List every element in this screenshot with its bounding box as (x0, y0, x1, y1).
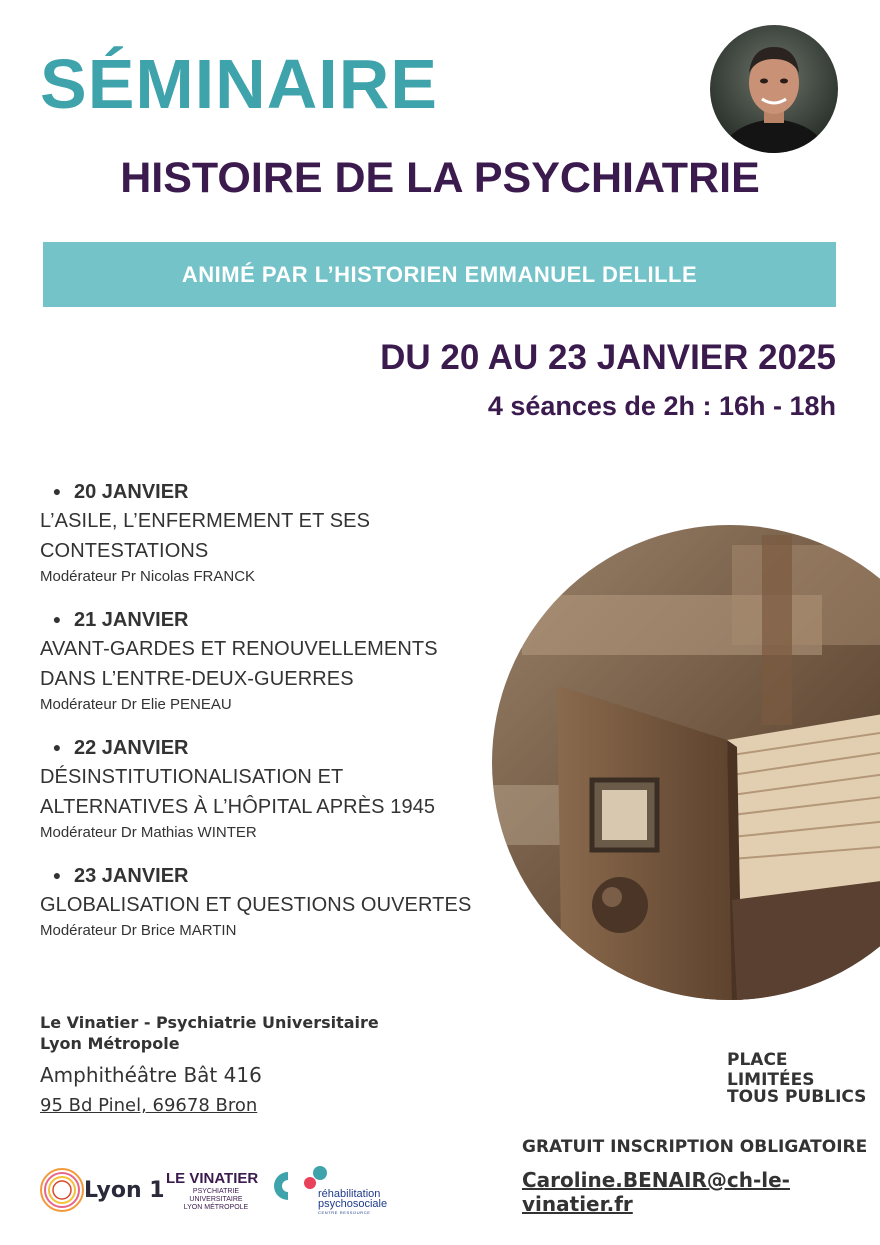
archive-drawer-photo (492, 525, 880, 1000)
seminar-dates: DU 20 AU 23 JANVIER 2025 (380, 338, 836, 377)
bullet-icon: ● (52, 483, 62, 499)
sessions-info: 4 séances de 2h : 16h - 18h (487, 391, 836, 421)
session-title: AVANT-GARDES ET RENOUVELLEMENTS (40, 638, 438, 660)
bullet-icon: ● (52, 739, 62, 755)
bullet-icon: ● (52, 611, 62, 627)
vinatier-mark-icon (268, 1170, 290, 1202)
session-title: GLOBALISATION ET QUESTIONS OUVERTES (40, 894, 472, 916)
vinatier-logo-sub2: LYON MÉTROPOLE (183, 1204, 249, 1211)
vinatier-logo-name: LE VINATIER (166, 1170, 259, 1187)
session-item (40, 734, 540, 844)
bullet-icon: ● (52, 867, 62, 883)
session-moderator: Modérateur Pr Nicolas FRANCK (40, 568, 256, 585)
program-list (40, 478, 540, 960)
venue-room: Amphithéâtre Bât 416 (40, 1063, 262, 1087)
session-item (40, 862, 540, 942)
speaker-banner-text: ANIMÉ PAR L’HISTORIEN EMMANUEL DELILLE (181, 262, 698, 287)
session-date: ● 21 JANVIER (40, 606, 540, 634)
session-title-line2: DANS L’ENTRE-DEUX-GUERRES (40, 668, 354, 690)
session-item (40, 478, 540, 588)
seminar-subtitle: HISTOIRE DE LA PSYCHIATRIE (120, 154, 760, 202)
lyon1-logo-text: Lyon 1 (84, 1178, 165, 1203)
limited-places-label: PLACE LIMITÉES (727, 1050, 815, 1090)
vinatier-logo-sub1: PSYCHIATRIE UNIVERSITAIRE (189, 1188, 243, 1203)
session-moderator: Modérateur Dr Brice MARTIN (40, 922, 237, 939)
session-date: ● 23 JANVIER (40, 862, 540, 890)
session-moderator: Modérateur Dr Mathias WINTER (40, 824, 257, 841)
venue-name: Le Vinatier - Psychiatrie Universitaire Lyon Métropole (40, 1013, 379, 1053)
venue-address-link[interactable]: 95 Bd Pinel, 69678 Bron (40, 1095, 258, 1116)
session-moderator: Modérateur Dr Elie PENEAU (40, 696, 232, 713)
registration-label: GRATUIT INSCRIPTION OBLIGATOIRE (522, 1137, 868, 1157)
rehabilitation-logo-sub: CENTRE RESSOURCE (318, 1210, 371, 1215)
session-date: ● 20 JANVIER (40, 478, 540, 506)
session-title: DÉSINSTITUTIONALISATION ET (40, 766, 344, 788)
audience-label: TOUS PUBLICS (727, 1087, 867, 1107)
contact-email-link[interactable]: Caroline.BENAIR@ch-le-vinatier.fr (522, 1168, 790, 1216)
session-date: ● 22 JANVIER (40, 734, 540, 762)
vinatier-logo (166, 1170, 266, 1212)
session-title: L’ASILE, L’ENFERMEMENT ET SES CONTESTATIONS (40, 510, 371, 562)
session-title-line2: ALTERNATIVES À L’HÔPITAL APRÈS 1945 (40, 796, 436, 818)
speaker-banner (43, 242, 836, 307)
rehabilitation-logo-text: réhabilitation psychosociale (318, 1188, 388, 1210)
speaker-portrait (710, 25, 838, 153)
seminar-title: SÉMINAIRE (40, 45, 438, 123)
session-item (40, 606, 540, 716)
